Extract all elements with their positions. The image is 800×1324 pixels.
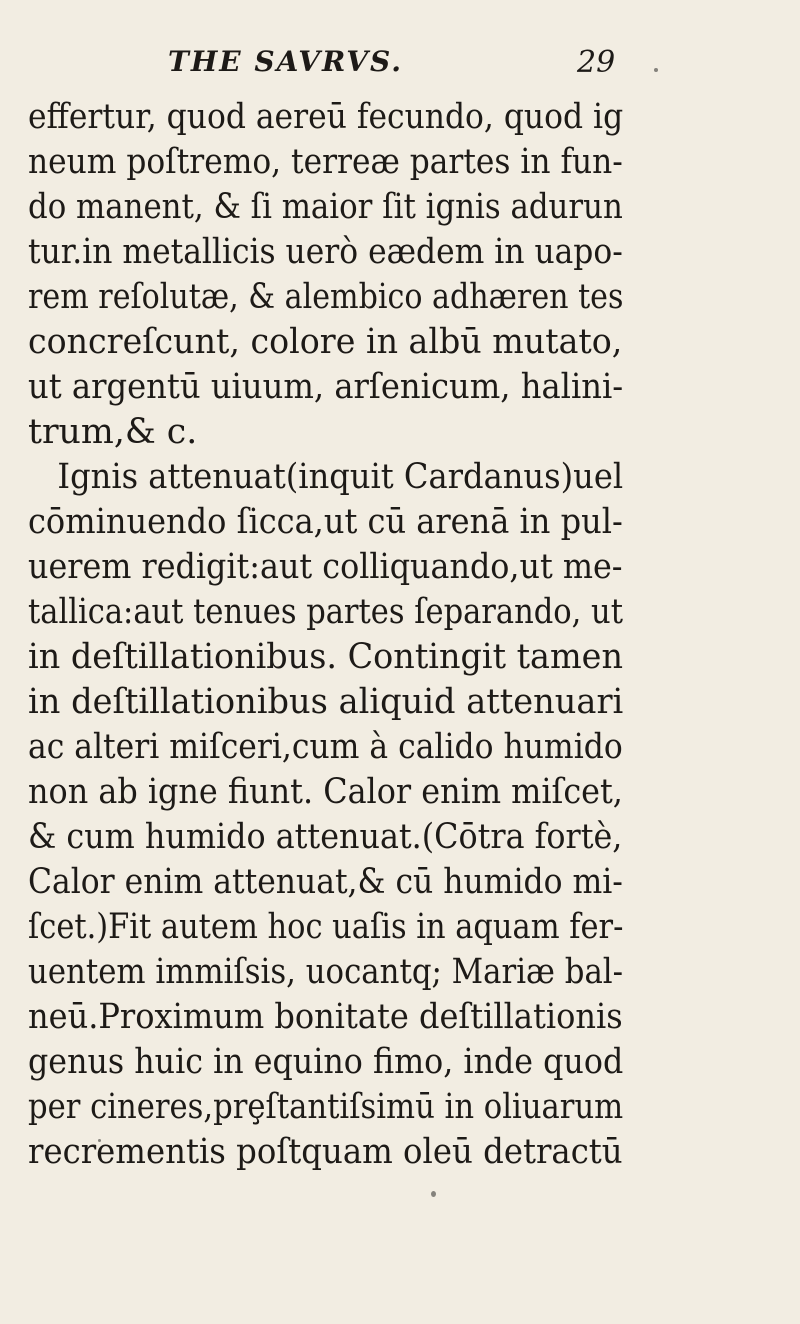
text-line: uerem redigit:aut colliquando,ut me-	[28, 547, 623, 587]
ink-speck	[431, 1191, 436, 1197]
ink-speck	[654, 68, 658, 72]
running-title: THE SAVRVS.	[168, 45, 403, 78]
text-line: tallica:aut tenues partes ſeparando, ut	[28, 592, 623, 632]
text-block	[28, 95, 628, 1175]
running-head	[0, 45, 800, 85]
text-line: & cum humido attenuat.(Cōtra fortè,	[28, 817, 623, 857]
text-line: do manent, & ſi maior ſit ignis adurun	[28, 187, 623, 227]
text-line: trum,& c.	[28, 412, 198, 452]
text-line: rem reſolutæ, & alembico adhæren tes	[28, 277, 624, 317]
text-line: cōminuendo ſicca,ut cū arenā in pul-	[28, 502, 623, 542]
page-number: 29	[577, 45, 616, 80]
text-line: ut argentū uiuum, arſenicum, halini-	[28, 367, 624, 407]
text-line: in deſtillationibus aliquid attenuari	[28, 682, 624, 722]
text-line: Calor enim attenuat,& cū humido mi-	[28, 862, 623, 902]
text-line: effertur, quod aereū fecundo, quod ig	[28, 97, 624, 137]
text-line: neum poſtremo, terreæ partes in fun-	[28, 142, 623, 182]
text-line: uentem immiſsis, uocantq; Mariæ bal-	[28, 952, 624, 992]
text-line: tur.in metallicis uerò eædem in uapo-	[28, 232, 623, 272]
text-line: ac alteri miſceri,cum à calido humido	[28, 727, 623, 767]
text-line: in deſtillationibus. Contingit tamen	[28, 637, 623, 677]
text-line: genus huic in equino fimo, inde quod	[28, 1042, 624, 1082]
text-line: neū.Proximum bonitate deſtillationis	[28, 997, 623, 1037]
text-line: ſcet.)Fit autem hoc uaſis in aquam fer-	[28, 907, 624, 947]
text-line: Ignis attenuat(inquit Cardanus)uel	[57, 457, 624, 497]
text-line: non ab igne fiunt. Calor enim miſcet,	[28, 772, 623, 812]
ink-speck	[98, 1139, 101, 1142]
text-line: per cineres,prȩſtantiſsimū in oliuarum	[28, 1087, 624, 1127]
text-line: recrementis poſtquam oleū detractū	[28, 1132, 623, 1172]
text-line: concreſcunt, colore in albū mutato,	[28, 322, 623, 362]
